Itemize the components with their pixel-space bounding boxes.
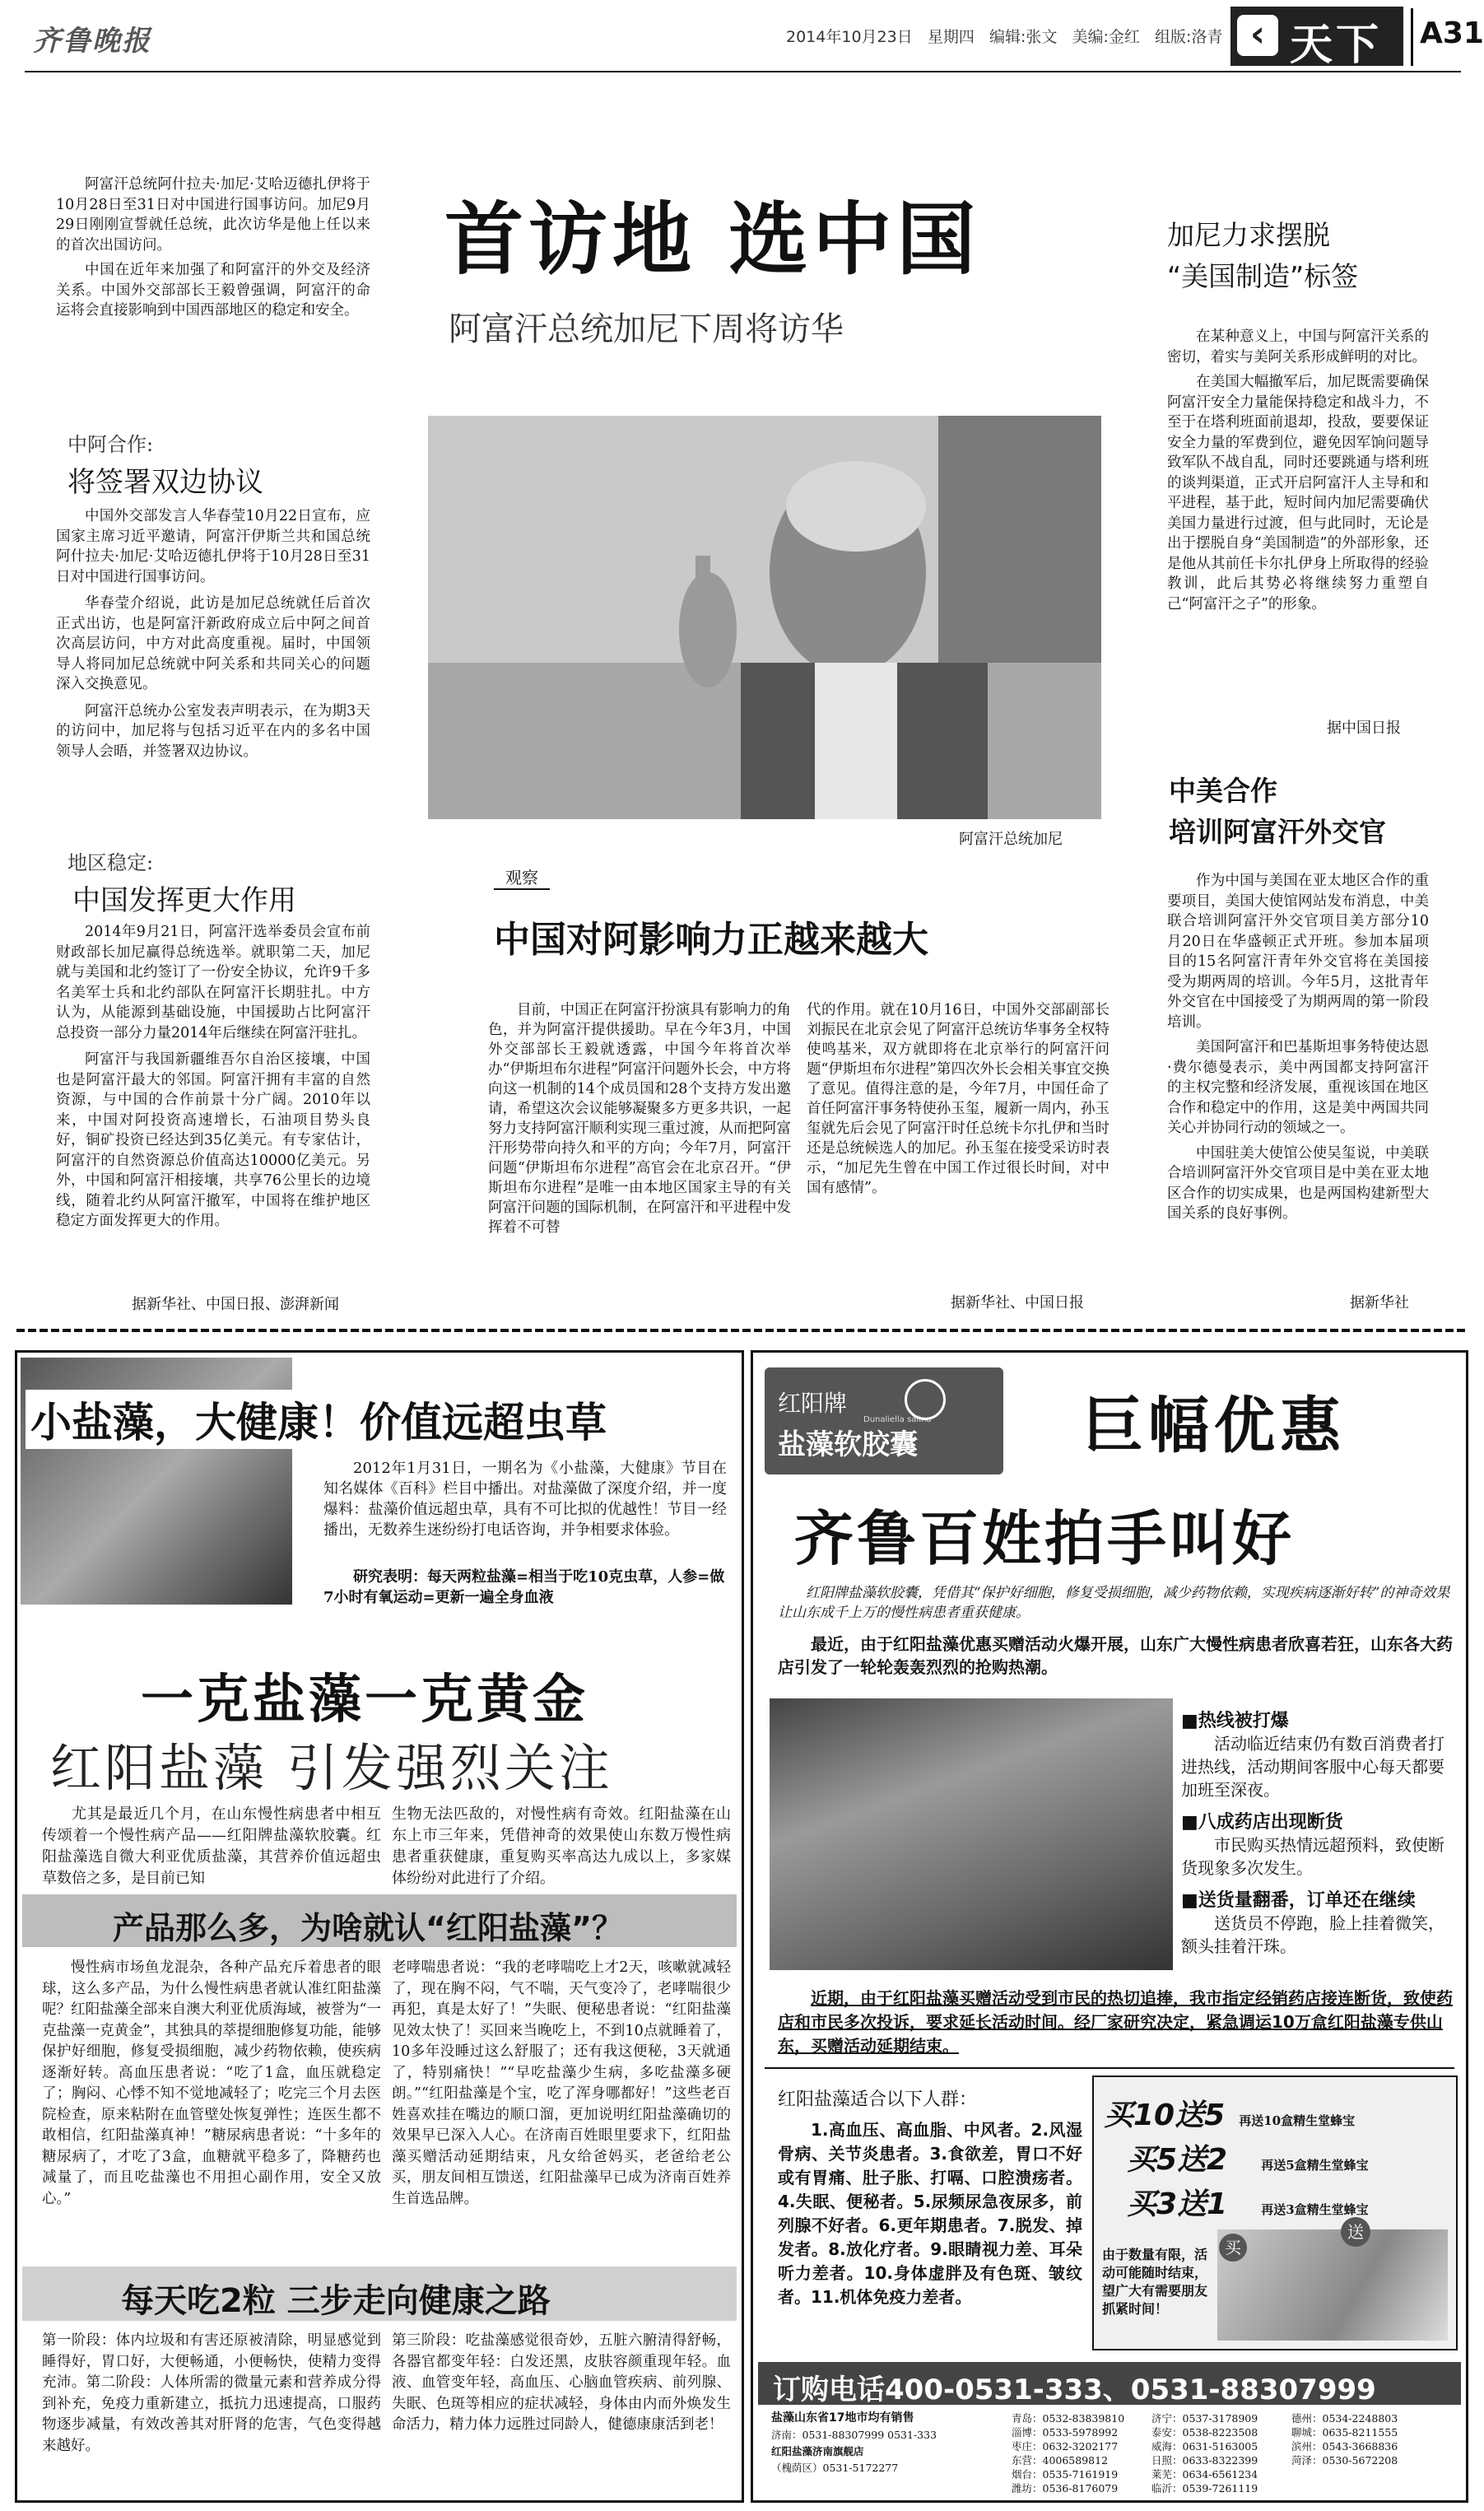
promo-item-text: 送货员不停跑，脸上挂着微笑，额头挂着汗珠。 bbox=[1181, 1913, 1444, 1956]
promo-item-text: 活动临近结束仍有数百消费者打进热线，活动期间客服中心每天都要加班至深夜。 bbox=[1181, 1734, 1444, 1800]
intro-paragraph: 阿富汗总统阿什拉夫·加尼·艾哈迈德扎伊将于10月28日至31日对中国进行国事访问。加尼9月29日刚刚宣誓就任总统，此次访华是他上任以来的首次出国访问。 bbox=[56, 176, 370, 254]
portrait-illustration bbox=[428, 416, 1101, 819]
promo-title: 巨幅优惠 bbox=[1082, 1391, 1346, 1461]
paragraph: 2014年9月21日，阿富汗选举委员会宣布前财政部长加尼赢得总统选举。就职第二天，加尼就与美国和北约签订了一份安全协议，允许9千多名美军士兵和北约部队在阿富汗长期驻扎。中方认为，从能源到基础设施，中国援助占比阿富汗总投资一部分力量2014年后继续在阿富汗驻扎。 bbox=[56, 924, 370, 1041]
issue-date: 2014年10月23日 bbox=[786, 28, 913, 46]
section-body bbox=[56, 922, 370, 1233]
suit-text: 1.高血压、高血脂、中风者。2.风湿骨病、关节炎患者。3.食欲差，胃口不好或有胃痛、肚子胀、打嗝、口腔溃疡者。4.失眠、便秘者。5.尿频尿急夜尿多，前列腺不好者。6.更年期患者。7.脱发、掉发者。8.放化疗者。9.眼睛视力差、耳朵听力差者。10.身体虚胖及有色斑、皱纹者。11.机体免疫力差者。 bbox=[778, 2120, 1082, 2307]
photo-caption: 阿富汗总统加尼 bbox=[959, 831, 1063, 848]
right-title-3: 中美合作 bbox=[1169, 775, 1277, 807]
store-line: 潍坊：0536-8176079 bbox=[1012, 2482, 1119, 2495]
paragraph: 中国外交部发言人华春莹10月22日宣布，应国家主席习近平邀请，阿富汗伊斯兰共和国总统阿什拉夫·加尼·艾哈迈德扎伊将于10月28日至31日对中国进行国事访问。 bbox=[56, 508, 370, 585]
brand-logo-icon bbox=[905, 1379, 946, 1420]
promo-intro: 红阳牌盐藻软胶囊，凭借其“保护好细胞，修复受损细胞，减少药物依赖，实现疾病逐渐好转”的神奇效果让山东成千上万的慢性病患者重获健康。 bbox=[778, 1585, 1450, 1621]
ad-big-title-1: 一克盐藻一克黄金 bbox=[141, 1670, 588, 1731]
stores-list bbox=[765, 2411, 1460, 2498]
center-title: 中国对阿影响力正越来越大 bbox=[494, 919, 928, 961]
offer-sub: 再送10盒精生堂蜂宝 bbox=[1239, 2113, 1356, 2128]
source-credit: 据新华社、中国日报 bbox=[951, 1294, 1084, 1311]
right-body-2 bbox=[1167, 871, 1429, 1226]
section-title: 将签署双边协议 bbox=[67, 466, 263, 499]
ad-top-title: 小盐藻，大健康！价值远超虫草 bbox=[26, 1390, 612, 1449]
issue-weekday: 星期四 bbox=[927, 28, 975, 46]
offer-box bbox=[1092, 2075, 1458, 2350]
paragraph: 在某种意义上，中国与阿富汗关系的密切，着实与美阿关系形成鲜明的对比。 bbox=[1167, 328, 1429, 366]
store-line: 红阳盐藻济南旗舰店 bbox=[771, 2445, 864, 2457]
store-line: 青岛：0532-83839810 bbox=[1012, 2412, 1125, 2425]
chevron-left-icon: ‹ bbox=[1237, 15, 1278, 56]
store-line: 泰安：0538-8223508 bbox=[1151, 2426, 1258, 2439]
give-label: 送 bbox=[1341, 2217, 1370, 2247]
store-line: 枣庄：0632-3202177 bbox=[1012, 2440, 1119, 2453]
section-name: 天下 bbox=[1290, 21, 1383, 70]
store-line: 莱芜：0634-6561234 bbox=[1151, 2468, 1258, 2481]
store-line: 威海：0631-5163005 bbox=[1151, 2440, 1258, 2453]
paragraph: 在美国大幅撤军后，加尼既需要确保阿富汗安全力量能保持稳定和战斗力，不至于在塔利班面前退却，投敌，要要保证安全力量的军费到位，避免因军饷问题导致军队不战自乱，同时还要跳通与塔利班的谈判渠道，正式开启阿富汗人主导和和平进程，基于此，短时间内加尼需要确伏美国力量进行过渡，但与此同时，无论是出于摆脱自身“美国制造”的外部形象，还是他从其前任卡尔扎伊身上所取得的经验教训，此后其势必将继续努力重塑自己“阿富汗之子”的形象。 bbox=[1167, 374, 1429, 613]
source-credit: 据新华社、中国日报、澎湃新闻 bbox=[132, 1296, 339, 1313]
store-line: 济南：0531-88307999 0531-333 bbox=[771, 2429, 937, 2441]
paragraph: 中国驻美大使馆公使吴玺说，中美联合培训阿富汗外交官项目是中美在亚太地区合作的切实成果，也是两国构建新型大国关系的良好事例。 bbox=[1167, 1144, 1429, 1222]
observe-tag: 观察 bbox=[494, 864, 550, 890]
paragraph: 作为中国与美国在亚太地区合作的重要项目，美国大使馆网站发布消息，中美联合培训阿富汗外交官项目美方部分10月20日在华盛顿正式开班。参加本届项目的15名阿富汗青年外交官将在美国接受为期两周的培训。今年5月，这批青年外交官在中国接受了为期两周的第一阶段培训。 bbox=[1167, 873, 1429, 1031]
offer-sub: 再送3盒精生堂蜂宝 bbox=[1261, 2202, 1369, 2217]
lead-headline: 首访地 选中国 bbox=[444, 193, 981, 286]
promo-item-heading: ■八成药店出现断货 bbox=[1181, 1812, 1343, 1833]
offer-main: 买3送1 bbox=[1127, 2187, 1228, 2221]
promo-item-heading: ■热线被打爆 bbox=[1181, 1711, 1289, 1731]
store-line: 烟台：0535-7161919 bbox=[1012, 2468, 1119, 2481]
center-col-1: 目前，中国正在阿富汗扮演具有影响力的角色，并为阿富汗提供援助。早在今年3月，中国外交部部长王毅就透露，中国今年将首次举办“伊斯坦布尔进程”阿富汗问题外长会，中方将向这一机制的14个成员国和28个支持方发出邀请，希望这次会议能够凝聚多方更多共识，一起努力支持阿富汗顺利实现三重过渡，从而把阿富汗形势带向持久和平的方向；今年7月，阿富汗问题“伊斯坦布尔进程”高官会在北京召开。“伊斯坦布尔进程”是唯一由本地区国家主导的有关阿富汗问题的国际机制，在阿富汗和平进程中发挥着不可替 bbox=[488, 1002, 791, 1236]
section-body bbox=[56, 506, 370, 763]
ad-b-col-1: 第一阶段：体内垃圾和有害还原被清除，明显感觉到睡得好，胃口好，大便畅通，小便畅快，使精力变得充沛。第二阶段：人体所需的微量元素和营养成分得到补充，免疫力重新建立，抵抗力迅速提高，口服药物逐步减量，有效改善其对肝肾的危害，气色变得越来越好。 bbox=[42, 2332, 381, 2454]
paragraph: 阿富汗总统办公室发表声明表示，在为期3天的访问中，加尼将与包括习近平在内的多名中国领导人会晤，并签署双边协议。 bbox=[56, 702, 370, 760]
promo-item-text: 市民购买热情远超预料，致使断货现象多次发生。 bbox=[1181, 1835, 1444, 1878]
intro-paragraph: 中国在近年来加强了和阿富汗的外交及经济关系。中国外交部部长王毅曾强调，阿富汗的命运将会直接影响到中国西部地区的稳定和安全。 bbox=[56, 262, 370, 319]
store-line: 滨州：0543-3668836 bbox=[1291, 2440, 1398, 2453]
stores-title: 盐藻山东省17地市均有销售 bbox=[771, 2411, 914, 2425]
right-title-4: 培训阿富汗外交官 bbox=[1169, 816, 1386, 848]
suit-title: 红阳盐藻适合以下人群： bbox=[778, 2089, 978, 2110]
section-kicker: 地区稳定: bbox=[67, 851, 154, 874]
editor-credit: 编辑:张文 bbox=[989, 28, 1058, 46]
offer-main: 买10送5 bbox=[1104, 2099, 1226, 2132]
section-badge bbox=[1230, 7, 1403, 70]
ad-left bbox=[15, 1350, 744, 2503]
page-number: A31 bbox=[1420, 16, 1484, 50]
promo-lead: 最近，由于红阳盐藻优惠买赠活动火爆开展，山东广大慢性病患者欣喜若狂，山东各大药店引发了一轮轮轰轰烈烈的抢购热潮。 bbox=[778, 1634, 1453, 1677]
phone-banner bbox=[758, 2362, 1461, 2405]
source-credit: 据新华社 bbox=[1350, 1294, 1409, 1311]
lead-subhead: 阿富汗总统加尼下周将访华 bbox=[449, 310, 844, 348]
brand-sub: Dunaliella salina bbox=[863, 1415, 932, 1424]
store-line: 德州：0534-2248803 bbox=[1291, 2412, 1398, 2425]
store-line: 聊城：0635-8211555 bbox=[1291, 2426, 1398, 2439]
offer-row-1 bbox=[1104, 2092, 1355, 2134]
brand-name-2: 盐藻软胶囊 bbox=[778, 1428, 918, 1461]
ad-q-banner bbox=[22, 1894, 737, 1947]
promo-slogan: 齐鲁百姓拍手叫好 bbox=[794, 1504, 1296, 1573]
ad-b-banner bbox=[22, 2266, 737, 2321]
store-line: （槐荫区）0531-5172277 bbox=[771, 2462, 899, 2474]
designer-credit: 美编:金红 bbox=[1072, 28, 1140, 46]
ad-b-title: 每天吃2粒 三步走向健康之路 bbox=[121, 2282, 551, 2320]
right-body-1 bbox=[1167, 327, 1429, 616]
layout-credit: 组版:洛青 bbox=[1155, 28, 1223, 46]
offer-row-3 bbox=[1127, 2181, 1369, 2223]
paragraph: 华春莹介绍说，此访是加尼总统就任后首次正式出访，也是阿富汗新政府成立后中阿之间首次高层访问，中方对此高度重视。届时，中国领导人将同加尼总统就中阿关系和共同关心的问题深入交换意见。 bbox=[56, 595, 370, 692]
store-line: 菏泽：0530-5672208 bbox=[1291, 2454, 1398, 2467]
masthead bbox=[0, 0, 1484, 74]
center-col-2: 代的作用。就在10月16日，中国外交部副部长刘振民在北京会见了阿富汗总统访华事务全权特使鸣基米，双方就即将在北京举行的阿富汗问题“伊斯坦布尔进程”第四次外长会相关事宜交换了意见。值得注意的是，今年7月，中国任命了首任阿富汗事务特使孙玉玺，履新一周内，孙玉玺就先后会见了阿富汗时任总统卡尔扎伊和当时还是总统候选人的加尼。孙玉玺在接受采访时表示，“加尼先生曾在中国工作过很长时间，对中国有感情”。 bbox=[807, 1002, 1110, 1196]
promo-notice: 近期，由于红阳盐藻买赠活动受到市民的热切追捧，我市指定经销药店接连断货，致使药店和市民多次投诉，要求延长活动时间。经厂家研究决定，紧急调运10万盒红阳盐藻专供山东，买赠活动延期结束。 bbox=[778, 1988, 1453, 2056]
ad-right bbox=[751, 1350, 1468, 2503]
promo-item-heading: ■送货量翻番，订单还在继续 bbox=[1181, 1890, 1416, 1911]
ad-q-title: 产品那么多，为啥就认“红阳盐藻”？ bbox=[113, 1910, 623, 1946]
promo-items bbox=[1181, 1707, 1457, 1958]
right-title-2: “美国制造”标签 bbox=[1167, 260, 1359, 292]
gift-boxes-image bbox=[1217, 2229, 1448, 2341]
paragraph: 阿富汗与我国新疆维吾尔自治区接壤，中国也是阿富汗最大的邻国。阿富汗拥有丰富的自然资源，与中国的合作前景十分广阔。2010年以来，中国对阿投资高速增长，石油项目势头良好，铜矿投资已经达到35亿美元。有专家估计，阿富汗的自然资源总价值高达10000亿美元。另外，中国和阿富汗相接壤，共享76公里长的边境线，随着北约从阿富汗撤军，中国将在维护地区稳定方面发挥更大的作用。 bbox=[56, 1051, 370, 1229]
ad-mid-col-2: 生物无法匹敌的，对慢性病有奇效。红阳盐藻在山东上市三年来，凭借神奇的效果使山东数万慢性病患者重获健康，重复购买率高达九成以上，多家媒体纷纷对此进行了介绍。 bbox=[392, 1805, 731, 1887]
offer-sub: 再送5盒精生堂蜂宝 bbox=[1261, 2158, 1369, 2173]
brand-box bbox=[765, 1367, 1003, 1474]
store-line: 济宁：0537-3178909 bbox=[1151, 2412, 1258, 2425]
ad-top-para: 2012年1月31日，一期名为《小盐藻，大健康》节目在知名媒体《百科》栏目中播出。对盐藻做了深度介绍，并一度爆料：盐藻价值远超虫草，具有不可比拟的优越性！节目一经播出，无数养生迷纷纷打电话咨询，并争相要求体验。 bbox=[323, 1460, 727, 1539]
store-line: 东营：4006589812 bbox=[1012, 2454, 1109, 2467]
newspaper-logo: 齐鲁晚报 bbox=[33, 25, 151, 58]
paragraph: 美国阿富汗和巴基斯坦事务特使达恩·费尔德曼表示，美中两国都支持阿富汗的主权完整和经济发展，重视该国在地区合作和稳定中的作用，这是美中两国共同关心并协同行动的领域之一。 bbox=[1167, 1039, 1429, 1136]
pharmacy-photo bbox=[770, 1698, 1173, 1970]
right-title-1: 加尼力求摆脱 bbox=[1167, 219, 1330, 251]
ad-mid-col-1: 尤其是最近几个月，在山东慢性病患者中相互传颂着一个慢性病产品——红阳牌盐藻软胶囊。红阳盐藻选自微大利亚优质盐藻，其营养价值远超虫草数倍之多，是目前已知 bbox=[42, 1805, 381, 1887]
ad-q-col-1: 慢性病市场鱼龙混杂，各种产品充斥着患者的眼球，这么多产品，为什么慢性病患者就认准红阳盐藻呢？红阳盐藻全部来自澳大利亚优质海域，被誉为“一克盐藻一克黄金”，其独具的萃提细胞修复功能，能够保护好细胞，修复受损细胞，减少药物依赖，使疾病逐渐好转。高血压患者说：“吃了1盒，血压就稳定了；胸闷、心悸不知不觉地减轻了；吃完三个月去医院检查，原来粘附在血管壁处恢复弹性；连医生都不敢相信，红阳盐藻真神！”糖尿病患者说：“十多年的糖尿病了，才吃了3盒，血糖就平稳多了，降糖药也减量了，而且吃盐藻也不用担心副作用，安全又放心。” bbox=[42, 1959, 381, 2207]
lead-intro bbox=[56, 175, 370, 323]
buy-label: 买 bbox=[1219, 2234, 1247, 2262]
ad-big-title-2: 红阳盐藻 引发强烈关注 bbox=[50, 1738, 613, 1798]
store-line: 临沂：0539-7261119 bbox=[1151, 2482, 1258, 2495]
brand-name-1: 红阳牌 bbox=[778, 1390, 848, 1417]
ad-b-col-2: 第三阶段：吃盐藻感觉很奇妙，五脏六腑清得舒畅，各器官都变年轻：白发还黑，皮肤容颜重现年轻。血液、血管变年轻，高血压、心脑血管疾病、前列腺、失眠、色斑等相应的症状减轻，身体由内而外焕发生命活力，精力体力远胜过同龄人，健德康康活到老！ bbox=[392, 2332, 731, 2433]
offer-row-2 bbox=[1127, 2136, 1369, 2178]
masthead-info bbox=[786, 25, 1222, 47]
section-title: 中国发挥更大作用 bbox=[72, 884, 296, 917]
section-kicker: 中阿合作: bbox=[67, 433, 154, 456]
offer-main: 买5送2 bbox=[1127, 2143, 1228, 2177]
photo-ghani bbox=[428, 416, 1101, 819]
ad-research: 研究表明：每天两粒盐藻=相当于吃10克虫草，人参=做7小时有氧运动=更新一遍全身血液 bbox=[323, 1568, 725, 1606]
source-credit: 据中国日报 bbox=[1327, 720, 1401, 737]
offer-note: 由于数量有限，活动可能随时结束，望广大有需要朋友抓紧时间！ bbox=[1102, 2247, 1208, 2317]
ad-q-col-2: 老哮喘患者说：“我的老哮喘吃上才2天，咳嗽就减轻了，现在胸不闷，气不喘，天气变冷了，老哮喘很少再犯，真是太好了！”失眠、便秘患者说：“红阳盐藻见效太快了！买回来当晚吃上，不到10点就睡着了，10多年没睡过这么舒服了；还有我这便秘，3天就通了，特别痛快！”“早吃盐藻少生病，多吃盐藻多硬朗。”“红阳盐藻是个宝，吃了浑身哪都好！”这些老百姓喜欢挂在嘴边的顺口溜，更加说明红阳盐藻确切的效果早已深入人心。在济南百姓眼里要求下，红阳盐藻买赠活动延期结束，凡女给爸妈买，老爸给老公买，朋友间相互馈送，红阳盐藻早已成为济南百姓养生首选品牌。 bbox=[392, 1959, 731, 2207]
store-line: 淄博：0533-5978992 bbox=[1012, 2426, 1119, 2439]
order-phone: 订购电话400-0531-333、0531-88307999 bbox=[773, 2374, 1376, 2406]
store-line: 日照：0633-8322399 bbox=[1151, 2454, 1258, 2467]
